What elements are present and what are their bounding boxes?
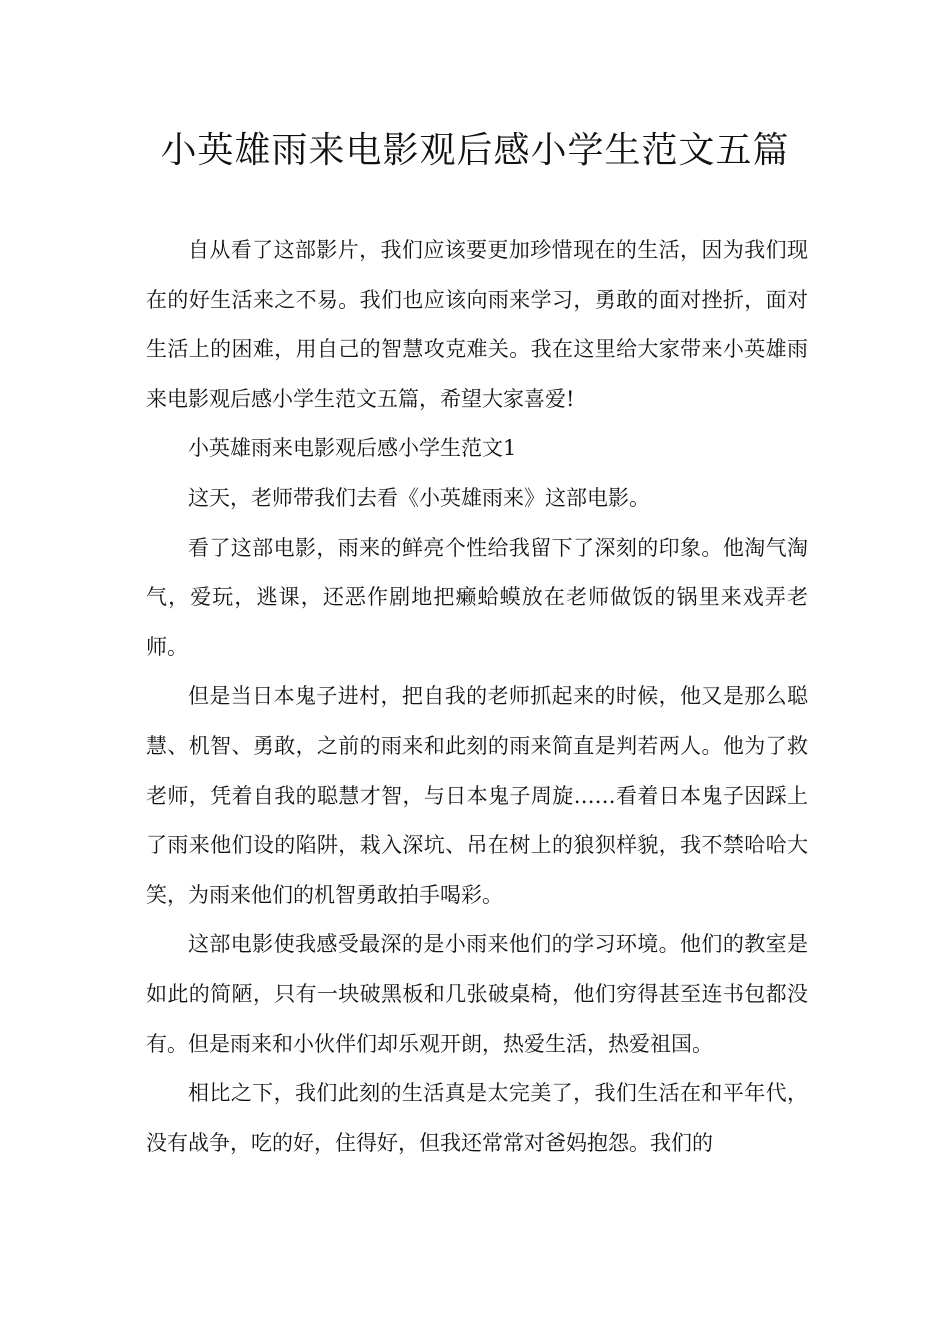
document-body — [146, 226, 808, 1168]
paragraph: 但是当日本鬼子进村，把自我的老师抓起来的时候，他又是那么聪慧、机智、勇敢，之前的雨来和此刻的雨来简直是判若两人。他为了救老师，凭着自我的聪慧才智，与日本鬼子周旋……看着日本鬼子因踩上了雨来他们设的陷阱，栽入深坑、吊在树上的狼狈样貌，我不禁哈哈大笑，为雨来他们的机智勇敢拍手喝彩。 — [146, 684, 808, 907]
paragraph: 这天，老师带我们去看《小英雄雨来》这部电影。 — [188, 485, 650, 510]
paragraph: 相比之下，我们此刻的生活真是太完美了，我们生活在和平年代，没有战争，吃的好，住得好，但我还常常对爸妈抱怨。我们的 — [146, 1081, 808, 1155]
paragraph: 自从看了这部影片，我们应该要更加珍惜现在的生活，因为我们现在的好生活来之不易。我们也应该向雨来学习，勇敢的面对挫折，面对生活上的困难，用自己的智慧攻克难关。我在这里给大家带来小英雄雨来电影观后感小学生范文五篇，希望大家喜爱! — [146, 238, 808, 411]
paragraph: 这部电影使我感受最深的是小雨来他们的学习环境。他们的教室是如此的简陋，只有一块破黑板和几张破桌椅，他们穷得甚至连书包都没有。但是雨来和小伙伴们却乐观开朗，热爱生活，热爱祖国。 — [146, 932, 808, 1056]
paragraph: 看了这部电影，雨来的鲜亮个性给我留下了深刻的印象。他淘气淘气，爱玩，逃课，还恶作剧地把癞蛤蟆放在老师做饭的锅里来戏弄老师。 — [146, 535, 808, 659]
section-heading: 小英雄雨来电影观后感小学生范文1 — [188, 436, 517, 461]
page-title: 小英雄雨来电影观后感小学生范文五篇 — [160, 130, 790, 171]
